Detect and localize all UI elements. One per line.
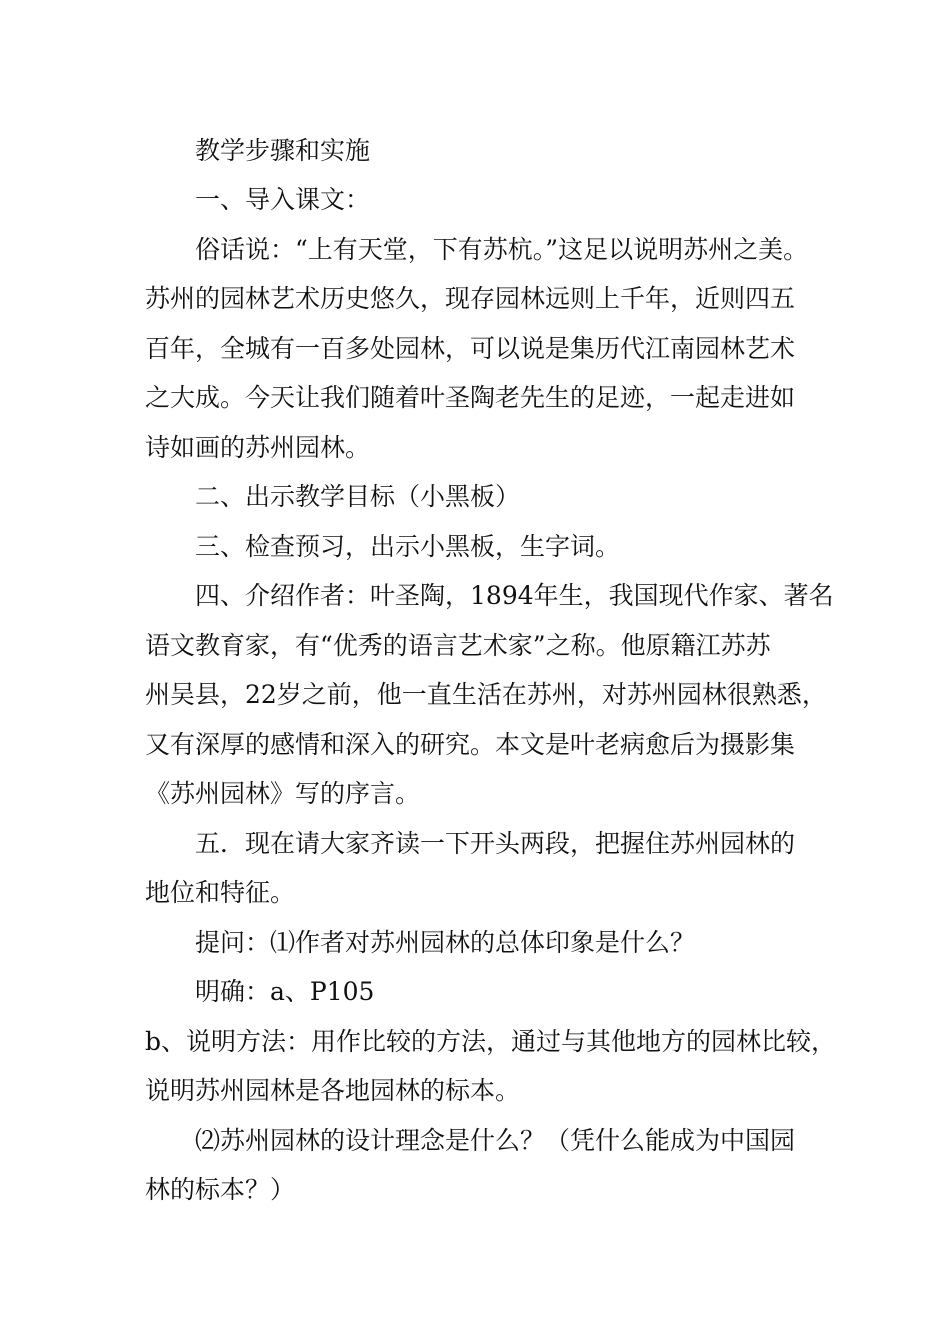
author-paragraph-line-4: 又有深厚的感情和深入的研究。本文是叶老病愈后为摄影集	[145, 730, 796, 759]
question-2-line-1: ⑵苏州园林的设计理念是什么？（凭什么能成为中国园	[195, 1126, 796, 1155]
question-2-line-2: 林的标本？）	[145, 1175, 296, 1204]
answer-b-line-1: b、说明方法：用作比较的方法，通过与其他地方的园林比较，	[145, 1027, 837, 1056]
step-1-heading: 一、导入课文：	[195, 185, 371, 214]
intro-paragraph-line-2: 苏州的园林艺术历史悠久，现存园林远则上千年，近则四五	[145, 284, 796, 313]
question-1: 提问：⑴作者对苏州园林的总体印象是什么？	[195, 928, 696, 957]
intro-paragraph-line-4: 之大成。今天让我们随着叶圣陶老先生的足迹，一起走进如	[145, 383, 796, 412]
step-2-heading: 二、出示教学目标（小黑板）	[195, 482, 521, 511]
intro-paragraph-line-5: 诗如画的苏州园林。	[145, 433, 371, 462]
answer-a: 明确：a、P105	[195, 977, 375, 1006]
author-paragraph-line-3: 州吴县，22岁之前，他一直生活在苏州，对苏州园林很熟悉，	[145, 680, 827, 709]
step-3-heading: 三、检查预习，出示小黑板，生字词。	[195, 532, 621, 561]
answer-b-line-2: 说明苏州园林是各地园林的标本。	[145, 1076, 521, 1105]
intro-paragraph-line-1: 俗话说：“上有天堂，下有苏杭。”这足以说明苏州之美。	[195, 235, 809, 264]
author-paragraph-line-5: 《苏州园林》写的序言。	[145, 779, 421, 808]
intro-paragraph-line-3: 百年，全城有一百多处园林，可以说是集历代江南园林艺术	[145, 334, 796, 363]
step-5-line-2: 地位和特征。	[145, 878, 296, 907]
author-paragraph-line-2: 语文教育家，有“优秀的语言艺术家”之称。他原籍江苏苏	[145, 631, 771, 660]
section-heading: 教学步骤和实施	[195, 136, 371, 165]
author-paragraph-line-1: 四、介绍作者：叶圣陶，1894年生，我国现代作家、著名	[195, 581, 834, 610]
step-5-line-1: 五．现在请大家齐读一下开头两段，把握住苏州园林的	[195, 829, 796, 858]
